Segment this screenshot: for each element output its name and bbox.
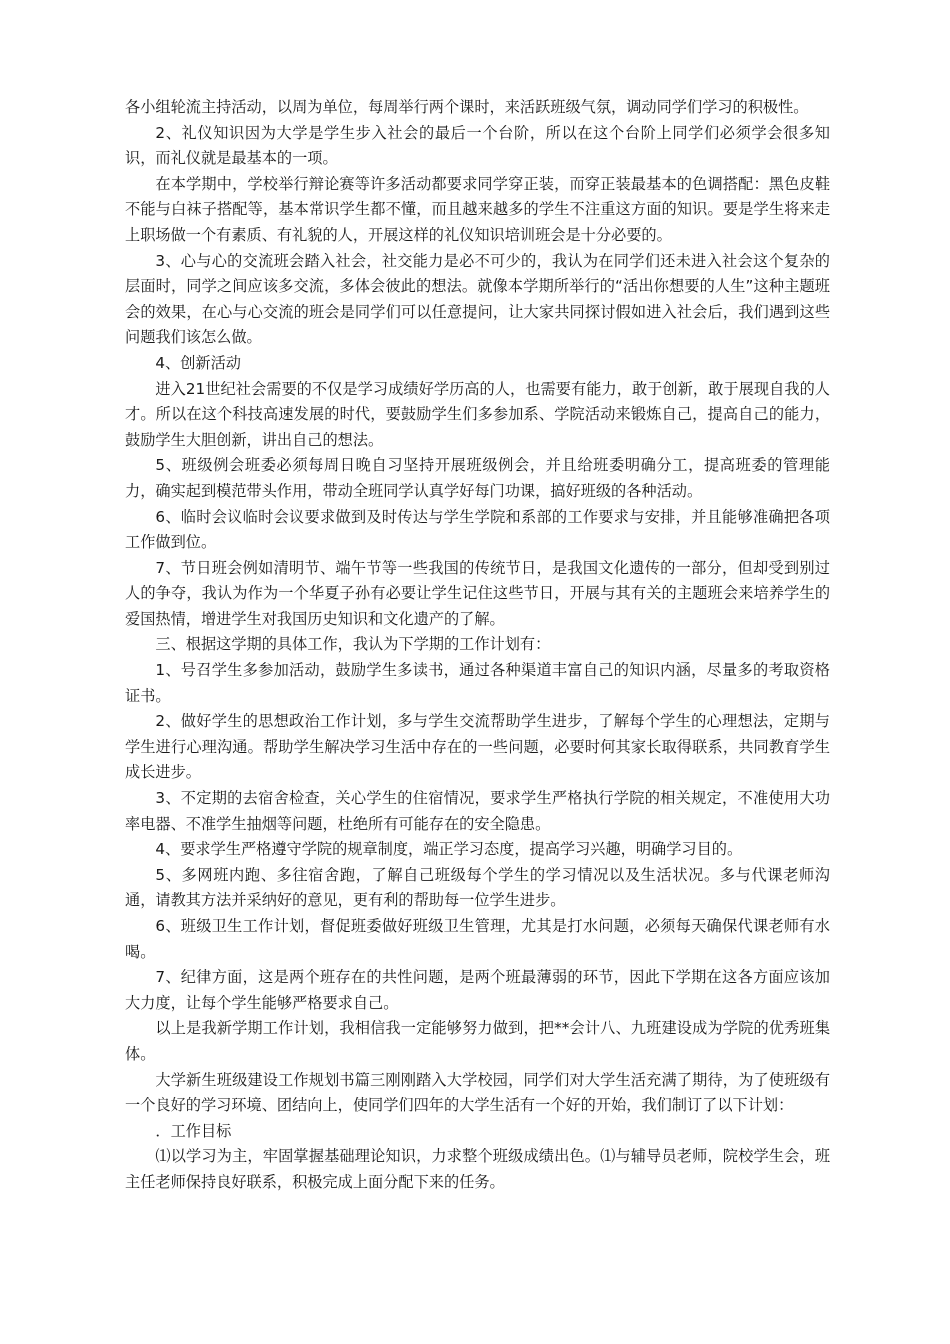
document-body <box>125 95 830 1196</box>
paragraph: 5、多网班内跑、多往宿舍跑，了解自己班级每个学生的学习情况以及生活状况。多与代课老师沟通，请教其方法并采纳好的意见，更有利的帮助每一位学生进步。 <box>125 865 830 910</box>
paragraph: 4、要求学生严格遵守学院的规章制度，端正学习态度，提高学习兴趣，明确学习目的。 <box>155 840 743 859</box>
paragraph: 大学新生班级建设工作规划书篇三刚刚踏入大学校园，同学们对大学生活充满了期待，为了使班级有一个良好的学习环境、团结向上，使同学们四年的大学生活有一个好的开始，我们制订了以下计划： <box>125 1070 830 1115</box>
section-heading: 三、根据这学期的具体工作，我认为下学期的工作计划有： <box>155 635 551 654</box>
paragraph: 6、临时会议临时会议要求做到及时传达与学生学院和系部的工作要求与安排，并且能够准确把各项工作做到位。 <box>125 507 830 552</box>
paragraph: 3、不定期的去宿舍检查，关心学生的住宿情况，要求学生严格执行学院的相关规定，不准使用大功率电器、不准学生抽烟等问题，杜绝所有可能存在的安全隐患。 <box>125 789 830 833</box>
paragraph: 7、纪律方面，这是两个班存在的共性问题，是两个班最薄弱的环节，因此下学期在这各方面应该加大力度，让每个学生能够严格要求自己。 <box>125 968 830 1012</box>
paragraph: 在本学期中，学校举行辩论赛等许多活动都要求同学穿正装，而穿正装最基本的色调搭配：黑色皮鞋不能与白袜子搭配等，基本常识学生都不懂，而且越来越多的学生不注重这方面的知识。要是学生将来走上职场做一个有素质、有礼貌的人，开展这样的礼仪知识培训班会是十分必要的。 <box>125 174 830 244</box>
paragraph: 5、班级例会班委必须每周日晚自习坚持开展班级例会，并且给班委明确分工，提高班委的管理能力，确实起到模范带头作用，带动全班同学认真学好每门功课，搞好班级的各种活动。 <box>125 456 830 500</box>
paragraph: 2、做好学生的思想政治工作计划，多与学生交流帮助学生进步，了解每个学生的心理想法，定期与学生进行心理沟通。帮助学生解决学习生活中存在的一些问题，必要时何其家长取得联系，共同教育学生成长进步。 <box>125 712 830 782</box>
paragraph: 1、号召学生多参加活动，鼓励学生多读书，通过各种渠道丰富自己的知识内涵，尽量多的考取资格证书。 <box>125 661 830 705</box>
paragraph: 各小组轮流主持活动，以周为单位，每周举行两个课时，来活跃班级气氛，调动同学们学习的积极性。 <box>125 98 809 116</box>
paragraph: 6、班级卫生工作计划，督促班委做好班级卫生管理，尤其是打水问题，必须每天确保代课老师有水喝。 <box>125 917 830 961</box>
paragraph: 3、心与心的交流班会踏入社会，社交能力是必不可少的，我认为在同学们还未进入社会这个复杂的层面时，同学之间应该多交流，多体会彼此的想法。就像本学期所举行的“活出你想要的人生”这种主题班会的效果，在心与心交流的班会是同学们可以任意提问，让大家共同探讨假如进入社会后，我们遇到这些问题我们该怎么做。 <box>125 251 830 347</box>
section-heading: ．工作目标 <box>155 1121 232 1140</box>
section-heading: 4、创新活动 <box>155 353 241 372</box>
paragraph: 7、节日班会例如清明节、端午节等一些我国的传统节日，是我国文化遗传的一部分，但却受到别过人的争夺，我认为作为一个华夏子孙有必要让学生记住这些节日，开展与其有关的主题班会来培养学生的爱国热情，增进学生对我国历史知识和文化遗产的了解。 <box>125 558 830 628</box>
paragraph: 进入21世纪社会需要的不仅是学习成绩好学历高的人，也需要有能力，敢于创新，敢于展现自我的人才。所以在这个科技高速发展的时代，要鼓励学生们多参加系、学院活动来锻炼自己，提高自己的能力，鼓励学生大胆创新，讲出自己的想法。 <box>125 379 830 449</box>
paragraph: 2、礼仪知识因为大学是学生步入社会的最后一个台阶，所以在这个台阶上同学们必须学会很多知识，而礼仪就是最基本的一项。 <box>125 123 830 168</box>
paragraph: 以上是我新学期工作计划，我相信我一定能够努力做到，把**会计八、九班建设成为学院的优秀班集体。 <box>125 1019 830 1063</box>
paragraph: ⑴以学习为主，牢固掌握基础理论知识，力求整个班级成绩出色。⑴与辅导员老师，院校学生会，班主任老师保持良好联系，积极完成上面分配下来的任务。 <box>125 1147 830 1191</box>
